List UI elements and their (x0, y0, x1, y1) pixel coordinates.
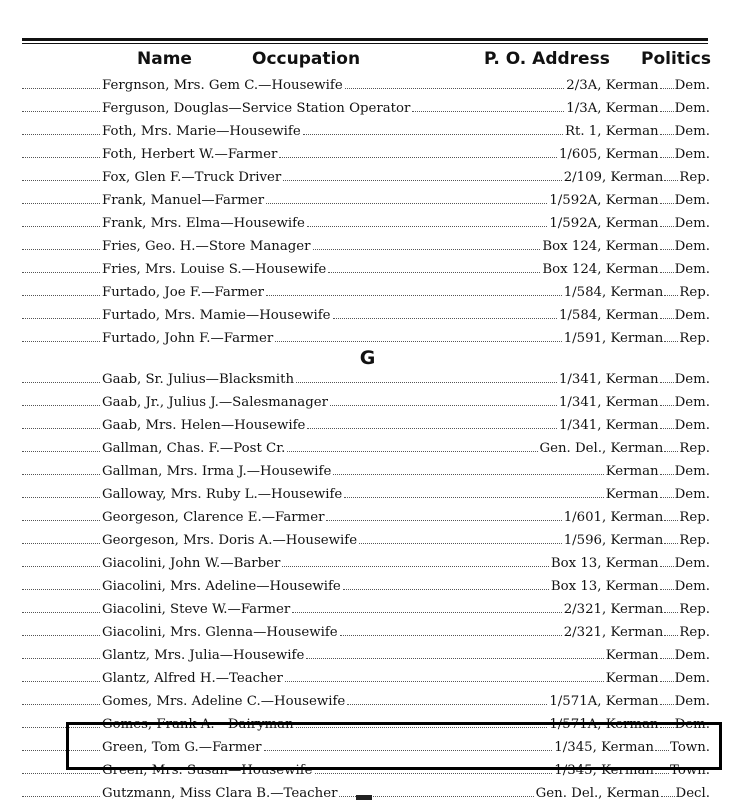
entry-address: Gen. Del., Kerman (535, 786, 660, 801)
entry-politics: Dem. (674, 239, 710, 254)
entry-address: Box 13, Kerman (550, 579, 659, 594)
entry-name-occupation: Gaab, Mrs. Helen—Housewife (102, 418, 306, 433)
leader-dots (660, 577, 674, 590)
entry-address: 2/321, Kerman (563, 602, 664, 617)
list-item (22, 283, 710, 305)
entry-politics: Rep. (679, 441, 710, 456)
entry-address: 1/605, Kerman (558, 147, 659, 162)
leader-dots (333, 306, 557, 319)
header-name: Name (137, 49, 192, 69)
leader-dots (296, 370, 557, 383)
leader-dots (292, 600, 561, 613)
leader-dots (22, 600, 100, 613)
leader-dots (22, 237, 100, 250)
entry-name-occupation: Furtado, John F.—Farmer (102, 331, 274, 346)
entry-name-occupation: Georgeson, Clarence E.—Farmer (102, 510, 325, 525)
entry-address: 2/321, Kerman (563, 625, 664, 640)
entry-politics: Decl. (675, 786, 710, 801)
entry-address: 1/341, Kerman (558, 395, 659, 410)
entry-name-occupation: Glantz, Mrs. Julia—Housewife (102, 648, 305, 663)
leader-dots (22, 76, 100, 89)
list-item (22, 577, 710, 599)
list-item (22, 122, 710, 144)
leader-dots (22, 122, 100, 135)
entry-politics: Dem. (674, 216, 710, 231)
entry-name-occupation: Giacolini, Mrs. Adeline—Housewife (102, 579, 341, 594)
list-item (22, 554, 710, 576)
entry-politics: Dem. (674, 556, 710, 571)
list-item (22, 646, 710, 668)
leader-dots (660, 692, 674, 705)
entry-address: Gen. Del., Kerman (539, 441, 664, 456)
leader-dots (664, 439, 678, 452)
leader-dots (22, 485, 100, 498)
entry-name-occupation: Foth, Herbert W.—Farmer (102, 147, 278, 162)
entry-politics: Rep. (679, 510, 710, 525)
list-item (22, 393, 710, 415)
entry-name-occupation: Giacolini, Mrs. Glenna—Housewife (102, 625, 338, 640)
page-number-fragment (356, 795, 372, 800)
leader-dots (287, 439, 537, 452)
entry-address: Box 124, Kerman (542, 239, 659, 254)
list-item (22, 214, 710, 236)
entry-address: 1/341, Kerman (558, 372, 659, 387)
list-item (22, 145, 710, 167)
leader-dots (660, 122, 674, 135)
leader-dots (22, 692, 100, 705)
entry-address: 1/584, Kerman (563, 285, 664, 300)
entry-address: 1/345, Kerman (554, 763, 654, 778)
leader-dots (22, 214, 100, 227)
leader-dots (660, 462, 674, 475)
leader-dots (660, 76, 674, 89)
leader-dots (347, 692, 547, 705)
leader-dots (664, 329, 678, 342)
list-item (22, 191, 710, 213)
leader-dots (22, 393, 100, 406)
leader-dots (660, 214, 674, 227)
header-address: P. O. Address (484, 49, 610, 69)
entry-address: 2/3A, Kerman (566, 78, 659, 93)
entry-address: 1/592A, Kerman (549, 193, 659, 208)
entry-name-occupation: Green, Tom G.—Farmer (102, 740, 262, 755)
entry-address: 1/584, Kerman (558, 308, 659, 323)
leader-dots (22, 168, 100, 181)
list-item (22, 600, 710, 622)
leader-dots (22, 191, 100, 204)
leader-dots (664, 168, 678, 181)
leader-dots (22, 439, 100, 452)
entry-politics: Dem. (674, 193, 710, 208)
list-item (22, 168, 710, 190)
leader-dots (279, 145, 557, 158)
list-item (22, 669, 710, 691)
list-item (22, 76, 710, 98)
list-item (22, 462, 710, 484)
entry-name-occupation: Fox, Glen F.—Truck Driver (102, 170, 282, 185)
leader-dots (283, 168, 561, 181)
highlight-box (66, 722, 722, 770)
leader-dots (307, 416, 557, 429)
list-item (22, 306, 710, 328)
leader-dots (22, 260, 100, 273)
entry-name-occupation: Gaab, Sr. Julius—Blacksmith (102, 372, 295, 387)
leader-dots (307, 214, 547, 227)
leader-dots (326, 508, 561, 521)
entry-name-occupation: Fergnson, Mrs. Gem C.—Housewife (102, 78, 343, 93)
column-header (0, 49, 735, 71)
list-item (22, 508, 710, 530)
list-item (22, 416, 710, 438)
entry-name-occupation: Furtado, Mrs. Mamie—Housewife (102, 308, 331, 323)
leader-dots (660, 485, 674, 498)
leader-dots (275, 329, 561, 342)
entry-politics: Rep. (679, 170, 710, 185)
entry-politics: Dem. (674, 418, 710, 433)
entry-name-occupation: Gaab, Jr., Julius J.—Salesmanager (102, 395, 328, 410)
entry-address: 1/596, Kerman (563, 533, 664, 548)
entry-politics: Dem. (674, 464, 710, 479)
leader-dots (313, 237, 541, 250)
leader-dots (22, 329, 100, 342)
entry-name-occupation: Galloway, Mrs. Ruby L.—Housewife (102, 487, 343, 502)
leader-dots (660, 237, 674, 250)
entry-name-occupation: Furtado, Joe F.—Farmer (102, 285, 264, 300)
leader-dots (22, 370, 100, 383)
entry-name-occupation: Gallman, Mrs. Irma J.—Housewife (102, 464, 332, 479)
leader-dots (412, 99, 564, 112)
list-item (22, 260, 710, 282)
top-rule (22, 38, 708, 41)
entry-politics: Dem. (674, 694, 710, 709)
list-item (22, 237, 710, 259)
list-item (22, 439, 710, 461)
leader-dots (22, 554, 100, 567)
leader-dots (664, 508, 678, 521)
entry-politics: Dem. (674, 262, 710, 277)
entry-politics: Rep. (679, 533, 710, 548)
leader-dots (345, 76, 565, 89)
leader-dots (660, 260, 674, 273)
entry-address: 2/109, Kerman (563, 170, 664, 185)
entry-name-occupation: Fries, Geo. H.—Store Manager (102, 239, 311, 254)
leader-dots (282, 554, 548, 567)
entry-address: 1/571A, Kerman (549, 694, 659, 709)
leader-dots (266, 191, 547, 204)
entry-politics: Dem. (674, 101, 710, 116)
entry-politics: Dem. (674, 395, 710, 410)
entry-name-occupation: Fries, Mrs. Louise S.—Housewife (102, 262, 327, 277)
entry-address: Kerman (605, 464, 659, 479)
leader-dots (22, 145, 100, 158)
entry-address: 1/345, Kerman (554, 740, 654, 755)
entry-address: Box 124, Kerman (542, 262, 659, 277)
entry-address: 1/3A, Kerman (566, 101, 659, 116)
leader-dots (330, 393, 557, 406)
leader-dots (22, 416, 100, 429)
leader-dots (344, 485, 603, 498)
entry-politics: Dem. (674, 308, 710, 323)
list-item (22, 531, 710, 553)
entry-politics: Rep. (679, 331, 710, 346)
entry-name-occupation: Glantz, Alfred H.—Teacher (102, 671, 283, 686)
entry-name-occupation: Gutzmann, Miss Clara B.—Teacher (102, 786, 338, 801)
leader-dots (22, 531, 100, 544)
leader-dots (22, 646, 100, 659)
leader-dots (359, 531, 562, 544)
leader-dots (22, 669, 100, 682)
leader-dots (328, 260, 540, 273)
entry-address: 1/601, Kerman (563, 510, 664, 525)
leader-dots (22, 623, 100, 636)
entry-politics: Dem. (674, 124, 710, 139)
entry-name-occupation: Giacolini, John W.—Barber (102, 556, 281, 571)
entry-politics: Town. (669, 740, 710, 755)
entry-address: Kerman (605, 648, 659, 663)
leader-dots (333, 462, 603, 475)
entry-politics: Dem. (674, 372, 710, 387)
entry-name-occupation: Frank, Mrs. Elma—Housewife (102, 216, 305, 231)
leader-dots (660, 306, 674, 319)
entry-name-occupation: Georgeson, Mrs. Doris A.—Housewife (102, 533, 358, 548)
entry-address: 1/341, Kerman (558, 418, 659, 433)
entry-politics: Dem. (674, 717, 710, 732)
leader-dots (660, 646, 674, 659)
entry-address: Kerman (605, 487, 659, 502)
entry-address: 1/592A, Kerman (549, 216, 659, 231)
header-politics: Politics (641, 49, 711, 69)
entry-politics: Town. (669, 763, 710, 778)
entry-address: 1/571A, Kerman (549, 717, 659, 732)
entry-name-occupation: Gomes, Mrs. Adeline C.—Housewife (102, 694, 346, 709)
leader-dots (660, 191, 674, 204)
list-item (22, 99, 710, 121)
leader-dots (660, 669, 674, 682)
leader-dots (22, 784, 100, 797)
section-letter: G (359, 347, 376, 369)
leader-dots (664, 531, 678, 544)
entry-name-occupation: Gomes, Frank A.—Dairyman (102, 717, 294, 732)
entry-address: 1/591, Kerman (563, 331, 664, 346)
entry-name-occupation: Foth, Mrs. Marie—Housewife (102, 124, 301, 139)
header-occupation: Occupation (252, 49, 361, 69)
leader-dots (22, 508, 100, 521)
leader-dots (266, 283, 562, 296)
entry-politics: Rep. (679, 625, 710, 640)
entry-address: Box 13, Kerman (550, 556, 659, 571)
entry-politics: Dem. (674, 487, 710, 502)
entry-politics: Rep. (679, 602, 710, 617)
leader-dots (664, 623, 678, 636)
leader-dots (660, 416, 674, 429)
leader-dots (664, 600, 678, 613)
leader-dots (660, 145, 674, 158)
entry-politics: Dem. (674, 671, 710, 686)
leader-dots (303, 122, 563, 135)
entry-politics: Rep. (679, 285, 710, 300)
entry-name-occupation: Green, Mrs. Susan—Housewife (102, 763, 313, 778)
list-item (22, 370, 710, 392)
leader-dots (340, 623, 562, 636)
list-item (22, 692, 710, 714)
leader-dots (343, 577, 549, 590)
entry-politics: Dem. (674, 78, 710, 93)
leader-dots (660, 393, 674, 406)
leader-dots (660, 99, 674, 112)
leader-dots (22, 462, 100, 475)
leader-dots (660, 554, 674, 567)
top-rule-thin (22, 43, 708, 44)
list-item (22, 623, 710, 645)
leader-dots (664, 283, 678, 296)
leader-dots (660, 370, 674, 383)
leader-dots (285, 669, 604, 682)
entry-politics: Dem. (674, 147, 710, 162)
entry-name-occupation: Giacolini, Steve W.—Farmer (102, 602, 291, 617)
entry-name-occupation: Ferguson, Douglas—Service Station Operator (102, 101, 411, 116)
leader-dots (22, 283, 100, 296)
list-item (22, 485, 710, 507)
entry-name-occupation: Frank, Manuel—Farmer (102, 193, 265, 208)
leader-dots (22, 577, 100, 590)
entry-address: Kerman (605, 671, 659, 686)
leader-dots (22, 306, 100, 319)
entry-politics: Dem. (674, 579, 710, 594)
leader-dots (22, 99, 100, 112)
entry-address: Rt. 1, Kerman (565, 124, 659, 139)
leader-dots (306, 646, 603, 659)
entry-name-occupation: Gallman, Chas. F.—Post Cr. (102, 441, 286, 456)
leader-dots (661, 784, 675, 797)
entry-politics: Dem. (674, 648, 710, 663)
